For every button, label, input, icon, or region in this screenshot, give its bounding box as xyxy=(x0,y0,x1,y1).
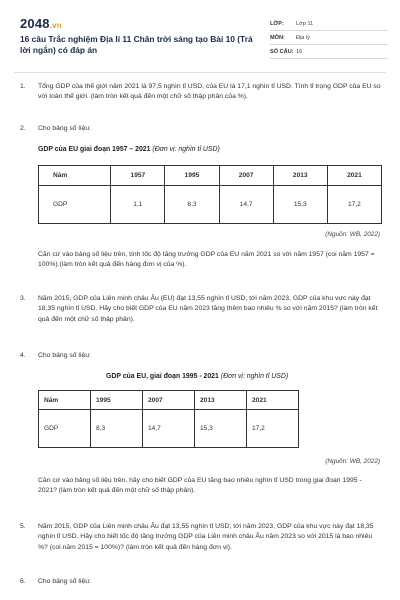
header-divider xyxy=(14,72,386,73)
table-unit: (Đơn vị: nghìn tỉ USD) xyxy=(220,373,289,380)
meta-question-count: SỐ CÂU: 16 xyxy=(270,45,388,59)
question-number: 5. xyxy=(20,523,26,530)
table-row: GDP 1,1 8,3 14,7 15,3 17,2 xyxy=(39,186,382,224)
question-3 xyxy=(20,294,382,325)
table-row: GDP 8,3 14,7 15,3 17,2 xyxy=(39,410,382,448)
question-6 xyxy=(20,577,382,587)
question-text: Căn cứ vào bảng số liệu trên, hãy cho biết GDP của EU tăng bao nhiêu nghìn tỉ USD trong giai đoạn 1995 - 2021? (làm tròn kết quả đến một chữ số thập phân). xyxy=(38,477,362,494)
question-intro: Cho bảng số liệu: xyxy=(38,352,91,359)
table-title: GDP của EU, giai đoạn 1995 - 2021 (Đơn vị: nghìn tỉ USD) xyxy=(106,373,289,380)
question-number: 1. xyxy=(20,83,26,90)
logo-text: 2048 xyxy=(20,16,50,31)
question-number: 3. xyxy=(20,295,26,302)
table-title: GDP của EU giai đoạn 1957 – 2021 (Đơn vị: nghìn tỉ USD) xyxy=(38,146,220,153)
question-text: Căn cứ vào bảng số liệu trên, tính tốc độ tăng trưởng GDP của EU năm 2021 so với năm 1957 (coi năm 1957 = 100%).(làm tròn kết quả đến hàng đơn vị của %). xyxy=(38,251,375,268)
question-text: Năm 2015, GDP của Liên minh châu Âu đạt 13,55 nghìn tỉ USD; tới năm 2023, GDP của khu vực này đạt 18,35 nghìn tỉ USD. Hãy cho biết tốc độ tăng trưởng GDP của Liên minh châu Âu năm 2023 so với 2015 là bao nhiêu %? (coi năm 2015 = 100%)? (làm tròn kết quả đến hàng đơn vị). xyxy=(38,523,374,551)
table-unit: (Đơn vị: nghìn tỉ USD) xyxy=(152,146,220,153)
question-intro: Cho bảng số liệu: xyxy=(38,578,91,585)
site-logo[interactable] xyxy=(20,16,62,31)
meta-grade: LỚP: Lớp 11 xyxy=(270,17,388,31)
question-text: Năm 2015, GDP của Liên minh châu Âu (EU) đạt 13,55 nghìn tỉ USD; tới năm 2023, GDP của khu vực này đạt 18,35 nghìn tỉ USD. Hãy cho biết GDP của EU năm 2023 tăng thêm bao nhiêu % so với năm 2015? (làm tròn kết quả đến một chữ số thập phân). xyxy=(38,295,378,323)
question-1 xyxy=(20,82,382,103)
question-number: 4. xyxy=(20,352,26,359)
document-meta xyxy=(270,17,388,59)
table-source: (Nguồn: WB, 2022) xyxy=(325,231,380,238)
question-4 xyxy=(20,351,382,361)
table-source: (Nguồn: WB, 2022) xyxy=(325,458,380,465)
table-header-row: Năm 1957 1995 2007 2013 2021 xyxy=(39,166,382,186)
question-number: 6. xyxy=(20,578,26,585)
question-number: 2. xyxy=(20,125,26,132)
page-header xyxy=(14,12,386,68)
gdp-table-1995-2021 xyxy=(38,390,382,448)
question-2 xyxy=(20,124,382,134)
document-title: 16 câu Trắc nghiệm Địa lí 11 Chân trời sáng tạo Bài 10 (Trả lời ngắn) có đáp án xyxy=(20,34,253,55)
logo-suffix: .vn xyxy=(49,21,62,30)
question-intro: Cho bảng số liệu: xyxy=(38,125,91,132)
question-5 xyxy=(20,522,382,553)
gdp-table-1957-2021 xyxy=(38,165,382,224)
meta-subject: MÔN: Địa lý xyxy=(270,31,388,45)
question-text: Tổng GDP của thế giới năm 2021 là 97,5 nghìn tỉ USD, của EU là 17,1 nghìn tỉ USD. Tính tỉ trọng GDP của EU so với toàn thế giới. (làm tròn kết quả đến một chữ số thập phân của %). xyxy=(38,83,381,101)
table-header-row: Năm 1995 2007 2013 2021 xyxy=(39,391,382,410)
